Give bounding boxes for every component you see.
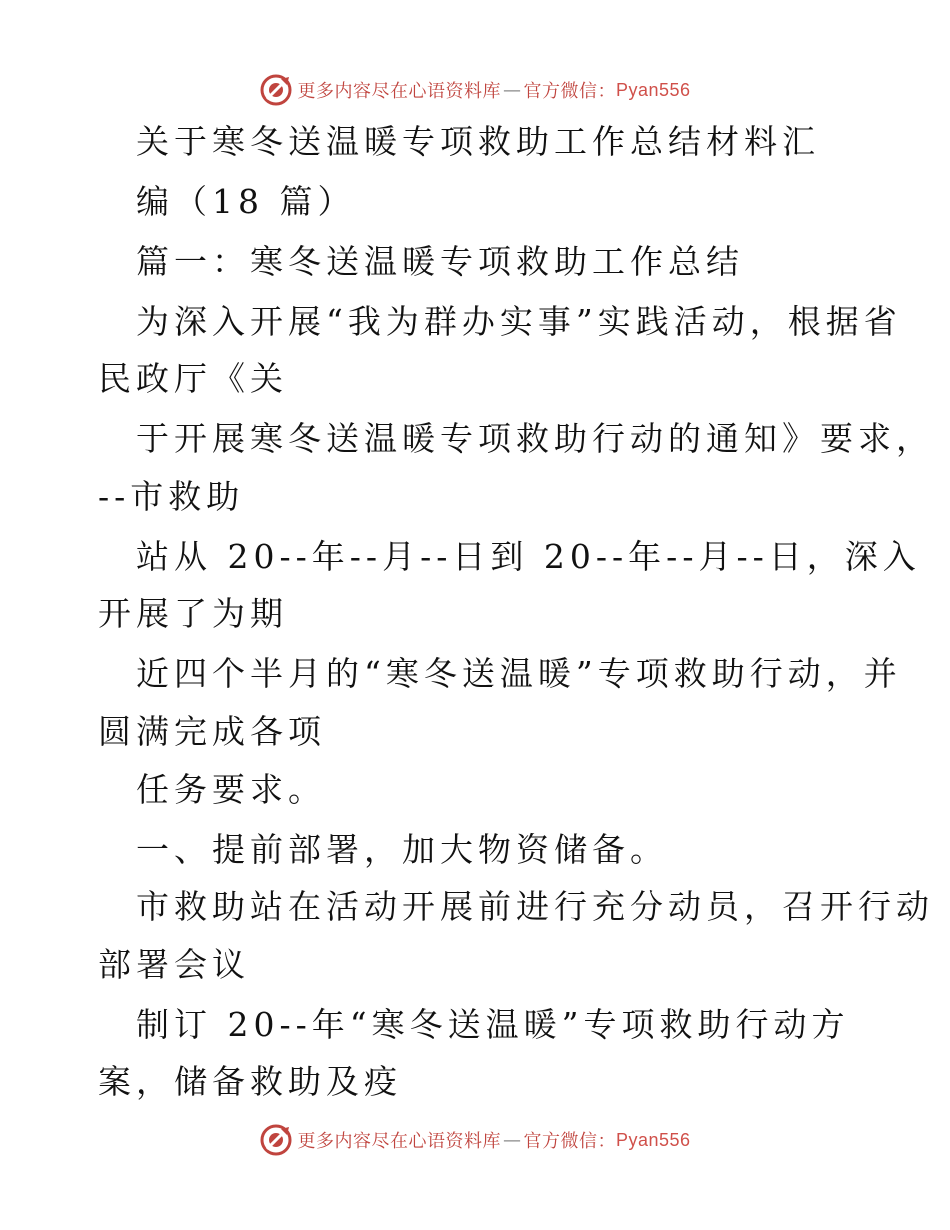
document-title-line-2: 编（18 篇） — [136, 182, 356, 221]
watermark-separator: — — [502, 79, 522, 101]
watermark-site-text: 更多内容尽在心语资料库 — [297, 1131, 501, 1152]
watermark-wechat-label: 官方微信： — [523, 81, 616, 102]
library-logo-icon — [259, 73, 293, 107]
library-logo-icon — [259, 1123, 293, 1157]
footer-watermark — [0, 1120, 950, 1160]
paragraph-line: 为深入开展“我为群办实事”实践活动，根据省 — [136, 302, 902, 341]
watermark-wechat-id: Pyan556 — [615, 1129, 691, 1150]
watermark-wechat-label: 官方微信： — [523, 1131, 616, 1152]
paragraph-line: 圆满完成各项 — [98, 712, 326, 751]
watermark-site-text: 更多内容尽在心语资料库 — [297, 81, 501, 102]
paragraph-line: --市救助 — [98, 477, 245, 516]
paragraph-line: 市救助站在活动开展前进行充分动员，召开行动 — [136, 887, 934, 926]
chapter-heading: 篇一：寒冬送温暖专项救助工作总结 — [136, 242, 744, 281]
paragraph-line: 近四个半月的“寒冬送温暖”专项救助行动，并 — [136, 654, 902, 693]
section-heading: 一、提前部署，加大物资储备。 — [136, 830, 668, 869]
document-title-line-1: 关于寒冬送温暖专项救助工作总结材料汇 — [136, 122, 820, 161]
paragraph-line: 民政厅《关 — [98, 359, 288, 398]
paragraph-line: 制订 20--年“寒冬送温暖”专项救助行动方 — [136, 1005, 850, 1044]
header-watermark — [0, 70, 950, 110]
paragraph-line: 案，储备救助及疫 — [98, 1062, 402, 1101]
paragraph-line: 站从 20--年--月--日到 20--年--月--日，深入 — [136, 537, 921, 576]
watermark-wechat-id: Pyan556 — [615, 79, 691, 100]
paragraph-line: 部署会议 — [98, 945, 250, 984]
paragraph-line: 开展了为期 — [98, 594, 288, 633]
watermark-separator: — — [502, 1129, 522, 1151]
paragraph-line: 于开展寒冬送温暖专项救助行动的通知》要求， — [136, 419, 934, 458]
paragraph-line: 任务要求。 — [136, 770, 326, 809]
